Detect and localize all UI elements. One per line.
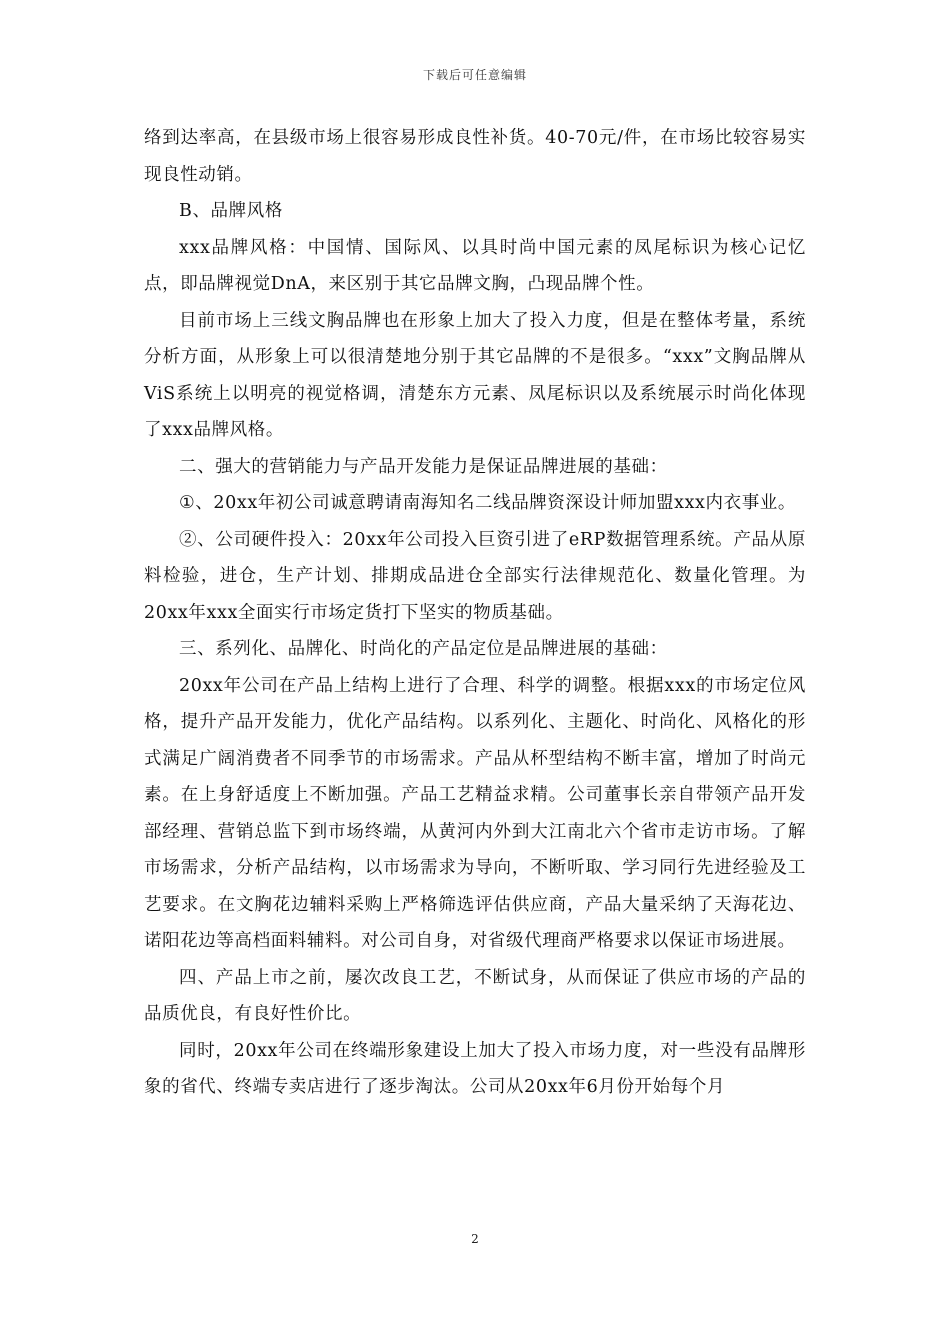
list-item-two: ②、公司硬件投入：20xx年公司投入巨资引进了eRP数据管理系统。产品从原料检验，进仓，生产计划、排期成品进仓全部实行法律规范化、数量化管理。为20xx年xxx全面实行市场定货打下坚实的物质基础。 (144, 529, 806, 623)
paragraph-terminal-image: 同时，20xx年公司在终端形象建设上加大了投入市场力度，对一些没有品牌形象的省代、终端专卖店进行了逐步淘汰。公司从20xx年6月份开始每个月 (144, 1040, 806, 1097)
paragraph-market-image: 目前市场上三线文胸品牌也在形象上加大了投入力度，但是在整体考量，系统分析方面，从形象上可以很清楚地分别于其它品牌的不是很多。“xxx”文胸品牌从ViS系统上以明亮的视觉格调，清楚东方元素、凤尾标识以及系统展示时尚化体现了xxx品牌风格。 (144, 310, 806, 440)
heading-section-four: 四、产品上市之前，屡次改良工艺，不断试身，从而保证了供应市场的产品的品质优良，有良好性价比。 (144, 967, 806, 1024)
paragraph-continuation: 络到达率高，在县级市场上很容易形成良性补货。40-70元/件，在市场比较容易实现良性动销。 (144, 128, 806, 185)
heading-section-three: 三、系列化、品牌化、时尚化的产品定位是品牌进展的基础： (179, 639, 668, 659)
paragraph-product-structure: 20xx年公司在产品上结构上进行了合理、科学的调整。根据xxx的市场定位风格，提升产品开发能力，优化产品结构。以系列化、主题化、时尚化、风格化的形式满足广阔消费者不同季节的市场需求。产品从杯型结构不断丰富，增加了时尚元素。在上身舒适度上不断加强。产品工艺精益求精。公司董事长亲自带领产品开发部经理、营销总监下到市场终端，从黄河内外到大江南北六个省市走访市场。了解市场需求，分析产品结构，以市场需求为导向，不断听取、学习同行先进经验及工艺要求。在文胸花边辅料采购上严格筛选评估供应商，产品大量采纳了天海花边、诺阳花边等高档面料辅料。对公司自身，对省级代理商严格要求以保证市场进展。 (144, 675, 806, 951)
heading-section-two: 二、强大的营销能力与产品开发能力是保证品牌进展的基础： (179, 456, 668, 477)
paragraph-brand-style: xxx品牌风格：中国情、国际风、以具时尚中国元素的凤尾标识为核心记忆点，即品牌视觉DnA，来区别于其它品牌文胸，凸现品牌个性。 (144, 237, 806, 294)
subheading-brand-style: B、品牌风格 (179, 201, 283, 221)
document-body (144, 120, 806, 1106)
list-item-one: ①、20xx年初公司诚意聘请南海知名二线品牌资深设计师加盟xxx内衣事业。 (179, 493, 797, 513)
page-number: 2 (471, 1232, 479, 1246)
page-header: 下载后可任意编辑 (422, 68, 527, 82)
